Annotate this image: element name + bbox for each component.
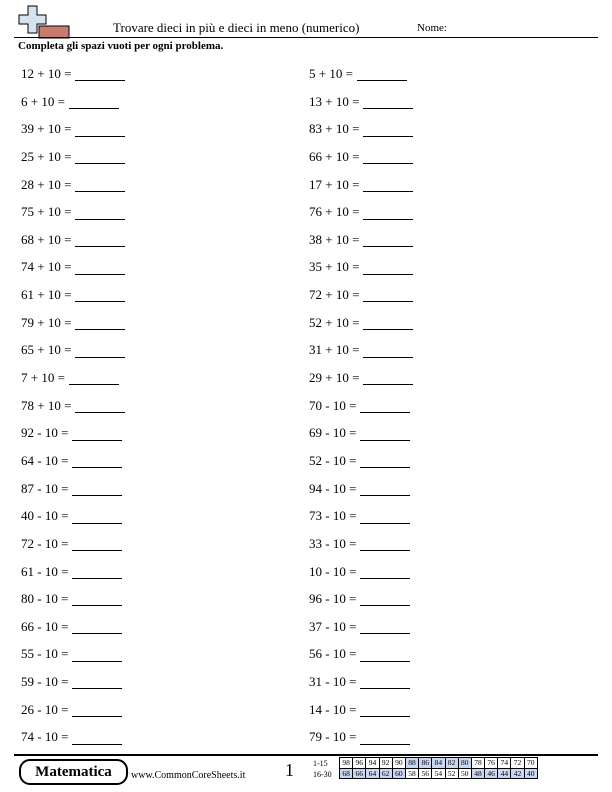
page-title: Trovare dieci in più e dieci in meno (numerico) (113, 20, 360, 35)
header-divider (14, 37, 598, 38)
problem-item (21, 696, 125, 724)
answer-blank[interactable] (75, 122, 125, 137)
answer-blank[interactable] (75, 205, 125, 220)
problem-item (309, 668, 413, 696)
problem-text: 68 + 10 = (21, 231, 72, 247)
answer-blank[interactable] (72, 619, 122, 634)
problem-text: 25 + 10 = (21, 148, 72, 164)
problem-text: 35 + 10 = (309, 259, 360, 275)
problem-text: 52 + 10 = (309, 314, 360, 330)
answer-blank[interactable] (360, 536, 410, 551)
answer-key-cell: 60 (392, 768, 405, 779)
problem-item (309, 364, 413, 392)
answer-key-cell: 74 (498, 758, 511, 769)
problem-text: 64 - 10 = (21, 452, 69, 468)
problem-text: 79 + 10 = (21, 314, 72, 330)
problem-text: 65 + 10 = (21, 342, 72, 358)
problem-item (309, 475, 413, 503)
answer-blank[interactable] (363, 149, 413, 164)
problem-item (21, 60, 125, 88)
answer-blank[interactable] (363, 94, 413, 109)
answer-blank[interactable] (363, 370, 413, 385)
answer-key-cell: 80 (458, 758, 471, 769)
answer-blank[interactable] (363, 287, 413, 302)
problem-text: 66 + 10 = (309, 148, 360, 164)
answer-blank[interactable] (363, 315, 413, 330)
answer-blank[interactable] (360, 481, 410, 496)
problem-text: 74 - 10 = (21, 729, 69, 745)
problem-item (309, 419, 413, 447)
answer-blank[interactable] (75, 149, 125, 164)
problem-text: 31 - 10 = (309, 674, 357, 690)
answer-key-cell: 82 (445, 758, 458, 769)
problem-item (21, 585, 125, 613)
answer-key-cell: 64 (366, 768, 379, 779)
problem-text: 28 + 10 = (21, 176, 72, 192)
problem-item (309, 585, 413, 613)
answer-key-cell: 66 (353, 768, 366, 779)
answer-blank[interactable] (360, 426, 410, 441)
answer-key-cell: 58 (405, 768, 418, 779)
page-number: 1 (285, 760, 294, 780)
answer-key-cell: 88 (405, 758, 418, 769)
answer-blank[interactable] (360, 564, 410, 579)
problem-item (309, 60, 413, 88)
answer-blank[interactable] (75, 343, 125, 358)
problem-text: 96 - 10 = (309, 591, 357, 607)
problem-text: 87 - 10 = (21, 480, 69, 496)
problem-item (21, 88, 125, 116)
problem-text: 29 + 10 = (309, 370, 360, 386)
answer-blank[interactable] (75, 66, 125, 81)
problem-item (21, 613, 125, 641)
answer-key-row2-label: 16-30 (313, 770, 332, 779)
problem-text: 39 + 10 = (21, 121, 72, 137)
answer-key-cell: 76 (485, 758, 498, 769)
problem-item (21, 198, 125, 226)
answer-blank[interactable] (69, 370, 119, 385)
problem-text: 52 - 10 = (309, 452, 357, 468)
problem-text: 26 - 10 = (21, 701, 69, 717)
problem-item (309, 392, 413, 420)
problem-item (309, 696, 413, 724)
problem-text: 75 + 10 = (21, 204, 72, 220)
answer-key-row (340, 758, 538, 769)
problem-text: 6 + 10 = (21, 93, 65, 109)
answer-key-cell: 92 (379, 758, 392, 769)
problem-text: 72 - 10 = (21, 535, 69, 551)
answer-blank[interactable] (363, 122, 413, 137)
problem-text: 70 - 10 = (309, 397, 357, 413)
answer-key-cell: 90 (392, 758, 405, 769)
problem-column-right (309, 60, 413, 751)
problem-item (21, 281, 125, 309)
problem-text: 92 - 10 = (21, 425, 69, 441)
problem-item (309, 502, 413, 530)
problem-text: 73 - 10 = (309, 508, 357, 524)
problem-text: 13 + 10 = (309, 93, 360, 109)
answer-blank[interactable] (72, 674, 122, 689)
answer-blank[interactable] (360, 674, 410, 689)
problem-text: 37 - 10 = (309, 618, 357, 634)
problem-item (309, 253, 413, 281)
answer-key-cell: 96 (353, 758, 366, 769)
answer-key-cell: 94 (366, 758, 379, 769)
problem-item (21, 364, 125, 392)
answer-key-cell: 84 (432, 758, 445, 769)
problem-item (21, 530, 125, 558)
answer-blank[interactable] (75, 260, 125, 275)
problem-item (21, 171, 125, 199)
problem-item (309, 226, 413, 254)
instructions: Completa gli spazi vuoti per ogni problema. (18, 40, 224, 52)
answer-key-labels (313, 758, 332, 780)
problem-item (309, 115, 413, 143)
answer-blank[interactable] (357, 66, 407, 81)
answer-key-cell: 72 (511, 758, 524, 769)
answer-blank[interactable] (360, 509, 410, 524)
website-link: www.CommonCoreSheets.it (131, 770, 246, 781)
problem-text: 79 - 10 = (309, 729, 357, 745)
problem-text: 5 + 10 = (309, 66, 353, 81)
answer-blank[interactable] (363, 177, 413, 192)
problem-item (309, 198, 413, 226)
answer-key-row1-label: 1-15 (313, 759, 328, 768)
problem-item (309, 723, 413, 751)
problem-text: 38 + 10 = (309, 231, 360, 247)
problem-item (309, 613, 413, 641)
answer-key-cell: 46 (485, 768, 498, 779)
answer-key-cell: 40 (524, 768, 537, 779)
footer-divider (14, 754, 598, 756)
problem-text: 74 + 10 = (21, 259, 72, 275)
problem-text: 69 - 10 = (309, 425, 357, 441)
problem-item (309, 447, 413, 475)
answer-blank[interactable] (360, 398, 410, 413)
problem-text: 7 + 10 = (21, 370, 65, 386)
problem-item (309, 88, 413, 116)
answer-key-cell: 44 (498, 768, 511, 779)
problem-text: 17 + 10 = (309, 176, 360, 192)
answer-key-table (339, 757, 538, 779)
answer-key-cell: 52 (445, 768, 458, 779)
problem-text: 94 - 10 = (309, 480, 357, 496)
problem-item (21, 558, 125, 586)
answer-blank[interactable] (72, 453, 122, 468)
problem-text: 33 - 10 = (309, 535, 357, 551)
answer-key-row (340, 768, 538, 779)
answer-blank[interactable] (72, 426, 122, 441)
problem-item (21, 668, 125, 696)
problem-item (21, 143, 125, 171)
answer-blank[interactable] (360, 619, 410, 634)
problem-item (21, 115, 125, 143)
answer-blank[interactable] (72, 481, 122, 496)
answer-blank[interactable] (363, 260, 413, 275)
answer-key-cell: 70 (524, 758, 537, 769)
answer-blank[interactable] (72, 509, 122, 524)
problem-text: 80 - 10 = (21, 591, 69, 607)
answer-blank[interactable] (75, 232, 125, 247)
problem-item (309, 309, 413, 337)
problem-text: 66 - 10 = (21, 618, 69, 634)
answer-blank[interactable] (72, 564, 122, 579)
answer-blank[interactable] (363, 343, 413, 358)
brand-badge: Matematica (19, 759, 128, 785)
problem-item (309, 530, 413, 558)
problem-item (21, 640, 125, 668)
problem-item (21, 226, 125, 254)
problem-text: 59 - 10 = (21, 674, 69, 690)
problem-item (21, 336, 125, 364)
answer-key-cell: 56 (419, 768, 432, 779)
problem-item (21, 723, 125, 751)
problem-item (309, 336, 413, 364)
answer-blank[interactable] (360, 453, 410, 468)
answer-key-cell: 68 (340, 768, 353, 779)
name-label: Nome: (417, 22, 447, 34)
problem-item (309, 558, 413, 586)
answer-blank[interactable] (72, 730, 122, 745)
problem-item (309, 171, 413, 199)
answer-key-cell: 42 (511, 768, 524, 779)
answer-blank[interactable] (72, 647, 122, 662)
answer-blank[interactable] (360, 730, 410, 745)
plus-logo-icon (18, 5, 70, 39)
answer-blank[interactable] (75, 315, 125, 330)
problem-text: 12 + 10 = (21, 66, 72, 81)
answer-key-cell: 48 (471, 768, 484, 779)
answer-blank[interactable] (75, 287, 125, 302)
problem-text: 10 - 10 = (309, 563, 357, 579)
answer-blank[interactable] (363, 232, 413, 247)
problem-text: 83 + 10 = (309, 121, 360, 137)
problem-text: 61 + 10 = (21, 287, 72, 303)
problem-item (21, 392, 125, 420)
answer-key-cell: 54 (432, 768, 445, 779)
answer-blank[interactable] (75, 177, 125, 192)
problem-text: 56 - 10 = (309, 646, 357, 662)
problem-text: 55 - 10 = (21, 646, 69, 662)
answer-key-cell: 50 (458, 768, 471, 779)
answer-blank[interactable] (72, 591, 122, 606)
problem-item (21, 447, 125, 475)
problem-column-left (21, 60, 125, 751)
answer-blank[interactable] (360, 591, 410, 606)
problem-item (21, 309, 125, 337)
answer-blank[interactable] (75, 398, 125, 413)
problem-item (21, 419, 125, 447)
problem-item (309, 640, 413, 668)
problem-text: 78 + 10 = (21, 397, 72, 413)
answer-blank[interactable] (360, 647, 410, 662)
answer-blank[interactable] (360, 702, 410, 717)
problem-text: 40 - 10 = (21, 508, 69, 524)
problem-text: 72 + 10 = (309, 287, 360, 303)
problem-item (21, 502, 125, 530)
problem-text: 61 - 10 = (21, 563, 69, 579)
problem-item (21, 253, 125, 281)
answer-key-cell: 62 (379, 768, 392, 779)
problem-item (309, 281, 413, 309)
answer-blank[interactable] (363, 205, 413, 220)
problem-item (21, 475, 125, 503)
answer-key-cell: 78 (471, 758, 484, 769)
problem-item (309, 143, 413, 171)
answer-blank[interactable] (69, 94, 119, 109)
problem-text: 31 + 10 = (309, 342, 360, 358)
problem-text: 76 + 10 = (309, 204, 360, 220)
answer-blank[interactable] (72, 536, 122, 551)
problem-text: 14 - 10 = (309, 701, 357, 717)
answer-blank[interactable] (72, 702, 122, 717)
answer-key-cell: 98 (340, 758, 353, 769)
answer-key-cell: 86 (419, 758, 432, 769)
